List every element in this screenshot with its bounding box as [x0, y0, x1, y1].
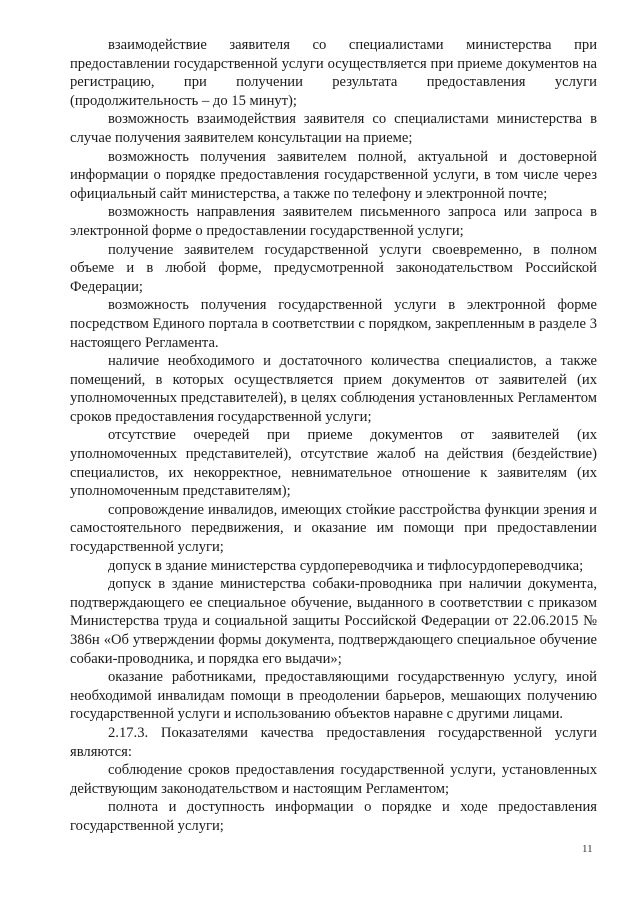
paragraph: получение заявителем государственной услуги своевременно, в полном объеме и в любой форме, предусмотренной законодательством Российской Федерации; — [70, 241, 597, 295]
paragraph: допуск в здание министерства сурдопереводчика и тифлосурдопереводчика; — [108, 557, 584, 574]
paragraph: отсутствие очередей при приеме документов от заявителей (их уполномоченных представителей), отсутствие жалоб на действия (бездействие) специалистов, их некорректное, невнимательное отношение к заявителям (их уполномоченным представителям); — [70, 427, 597, 500]
paragraph: возможность направления заявителем письменного запроса или запроса в электронной форме о предоставлении государственной услуги; — [70, 204, 597, 239]
paragraph: возможность получения государственной услуги в электронной форме посредством Единого портала в соответствии с порядком, закрепленным в разделе 3 настоящего Регламента. — [70, 297, 597, 351]
page-number: 11 — [582, 843, 593, 855]
paragraph: допуск в здание министерства собаки-проводника при наличии документа, подтверждающего ее специальное обучение, выданного в соответствии с приказом Министерства труда и социальной защиты Российской Федерации от 22.06.2015 № 386н «Об утверждении формы документа, подтверждающего специальное обучение собаки-проводника, и порядка его выдачи»; — [70, 576, 597, 667]
paragraph: наличие необходимого и достаточного количества специалистов, а также помещений, в которых осуществляется прием документов от заявителей (их уполномоченных представителей), в целях соблюдения установленных Регламентом сроков предоставления государственной услуги; — [70, 353, 597, 425]
paragraph: возможность получения заявителем полной, актуальной и достоверной информации о порядке предоставления государственной услуги, в том числе через официальный сайт министерства, а также по телефону и электронной почте; — [70, 148, 597, 202]
document-page — [70, 36, 597, 836]
paragraph: сопровождение инвалидов, имеющих стойкие расстройства функции зрения и самостоятельного передвижения, и оказание им помощи при предоставлении государственной услуги; — [70, 501, 597, 556]
section-heading-paragraph: 2.17.3. Показателями качества предоставления государственной услуги являются: — [70, 724, 597, 760]
paragraph: взаимодействие заявителя со специалистами министерства при предоставлении государственной услуги осуществляется при приеме документов на регистрацию, при получении результата предоставления услуги (продолжительность – до 15 минут); — [70, 37, 597, 109]
paragraph: полнота и доступность информации о порядке и ходе предоставления государственной услуги; — [70, 799, 597, 834]
paragraph: оказание работниками, предоставляющими государственную услугу, иной необходимой инвалидам помощи в преодолении барьеров, мешающих получению государственной услуги и использованию объектов наравне с другими лицами. — [70, 669, 597, 723]
paragraph: возможность взаимодействия заявителя со специалистами министерства в случае получения заявителем консультации на приеме; — [70, 111, 597, 146]
paragraph: соблюдение сроков предоставления государственной услуги, установленных действующим законодательством и настоящим Регламентом; — [70, 762, 597, 797]
